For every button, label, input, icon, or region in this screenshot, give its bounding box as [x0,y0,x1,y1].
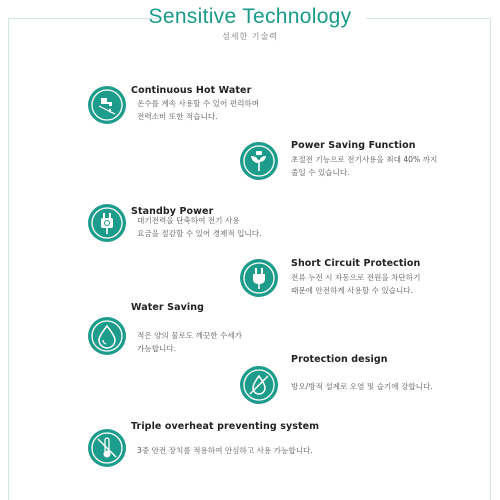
feature-desc-line: 때문에 안전하게 사용할 수 있습니다. [291,286,414,295]
feature-title-overheat: Triple overheat preventing system [131,421,320,432]
feature-desc-line: 방오/방적 설계로 오염 및 습기에 강합니다. [291,382,433,391]
feature-desc-hot-water [137,97,259,123]
feature-title-standby: Standby Power [131,206,214,217]
feature-title-hot-water: Continuous Hot Water [131,85,252,96]
feature-desc-line: 대기전력을 단축하여 전기 사용 [137,216,240,225]
feature-desc-protection [291,380,433,393]
feature-desc-line: 전력소비 또한 적습니다. [137,112,218,121]
page-subtitle: 섬세한 기술력 [222,32,278,41]
page-title: Sensitive Technology [148,5,352,28]
feature-desc-power-saving [291,153,437,179]
feature-desc-overheat [137,444,313,457]
shield-drop-icon [240,366,278,404]
feature-desc-line: 요금을 절감할 수 있어 경제적 입니다. [137,229,262,238]
feature-title-short-circuit: Short Circuit Protection [291,258,421,269]
faucet-icon [88,86,126,124]
feature-desc-standby [137,214,262,240]
feature-desc-line: 적은 양의 물로도 깨끗한 수세가 [137,331,243,340]
frame-left-border [8,18,9,500]
feature-desc-line: 온수를 계속 사용할 수 있어 편리하며 [137,99,260,108]
power-plug-icon [88,204,126,242]
plug-icon [240,259,278,297]
feature-desc-line: 3중 안전 장치를 적용하여 안심하고 사용 가능합니다. [137,446,313,455]
feature-desc-short-circuit [291,271,420,297]
water-drop-icon [88,317,126,355]
feature-title-power-saving: Power Saving Function [291,140,416,151]
frame-right-border [490,18,491,500]
feature-desc-line: 줄일 수 있습니다. [291,168,350,177]
feature-desc-water-saving [137,329,242,355]
no-heat-icon [88,429,126,467]
feature-desc-line: 초절전 기능으로 전기사용을 최대 40% 까지 [291,155,438,164]
feature-desc-line: 전류 누전 시 자동으로 전원을 차단하기 [291,273,421,282]
feature-title-protection: Protection design [291,354,388,365]
feature-desc-line: 가능합니다. [137,344,177,353]
feature-title-water-saving: Water Saving [131,302,204,313]
leaf-plug-icon [240,142,278,180]
